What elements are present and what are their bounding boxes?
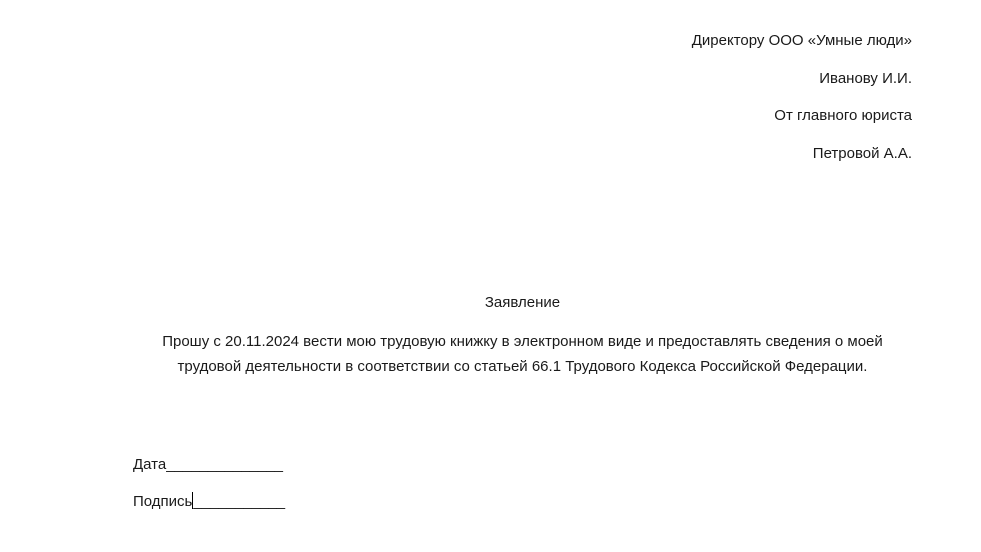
signature-block (133, 455, 285, 529)
document-title: Заявление (484, 294, 561, 311)
addressee-block (692, 31, 912, 181)
request-body: Прошу с 20.11.2024 вести мою трудовую книжку в электронном виде и предоставлять сведения о моей трудовой деятельности в соответствии со статьей 66.1 Трудового Кодекса Российской Федерации. (162, 333, 883, 375)
date-row (133, 455, 285, 475)
sender-line-name: Петровой А.А. (812, 144, 912, 162)
date-label: Дата (133, 456, 167, 473)
addressee-line-director: Директору ООО «Умные люди» (691, 32, 912, 49)
signature-blank: ___________ (193, 493, 286, 510)
sender-line-position: От главного юриста (774, 107, 912, 124)
addressee-line-name: Иванову И.И. (819, 69, 912, 87)
date-blank: ______________ (166, 456, 284, 473)
signature-label: Подпись (133, 493, 193, 510)
signature-row (133, 492, 285, 512)
